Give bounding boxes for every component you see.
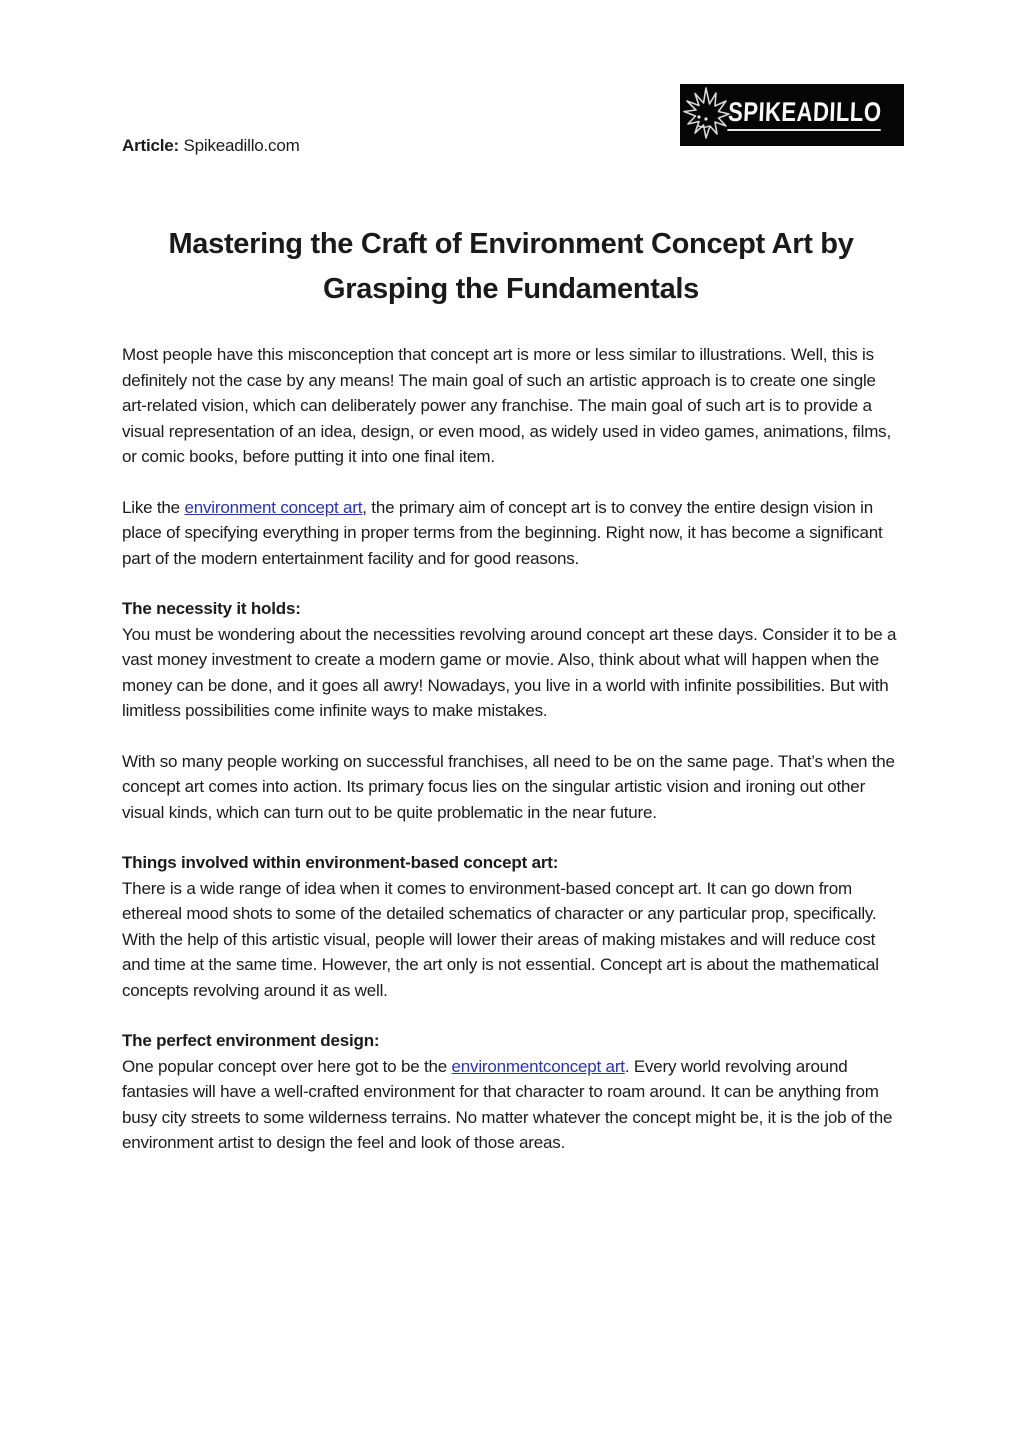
article-label: Article: [122, 136, 179, 155]
paragraph-perfect-design [122, 1054, 900, 1156]
article-site: Spikeadillo.com [183, 136, 300, 155]
paragraph-necessity: You must be wondering about the necessities revolving around concept art these days. Consider it to be a vast money investment to create a modern game or movie. Also, think about what will happen when the money can be done, and it goes all awry! Nowadays, you live in a world with infinite possibilities. But with limitless possibilities come infinite ways to make mistakes. [122, 624, 897, 720]
paragraph-intro: Most people have this misconception that concept art is more or less similar to illustrations. Well, this is definitely not the case by any means! The main goal of such an artistic approach is to create one single art-related vision, which can deliberately power any franchise. The main goal of such art is to provide a visual representation of an idea, design, or even mood, as widely used in video games, animations, films, or comic books, before putting it into one final item. [122, 345, 891, 466]
section-necessity [122, 596, 900, 724]
paragraph-concept-aim [122, 495, 900, 572]
heading-things-involved: Things involved within environment-based concept art: [122, 853, 559, 872]
spikeadillo-logo [680, 84, 904, 146]
heading-perfect-design: The perfect environment design: [122, 1031, 380, 1050]
paragraph-same-page: With so many people working on successful franchises, all need to be on the same page. That’s when the concept art comes into action. Its primary focus lies on the singular artistic vision and ironing out other visual kinds, which can turn out to be quite problematic in the near future. [122, 751, 895, 822]
article-title [122, 222, 900, 312]
environmentconcept-art-link[interactable]: environmentconcept art [451, 1056, 625, 1076]
paragraph-things-involved: There is a wide range of idea when it comes to environment-based concept art. It can go down from ethereal mood shots to some of the detailed schematics of character or any particular prop, specifically. With the help of this artistic visual, people will lower their areas of making mistakes and will reduce cost and time at the same time. However, the art only is not essential. Concept art is about the mathematical concepts revolving around it as well. [122, 878, 879, 1000]
paragraph-perfect-design-post: . Every world revolving around fantasies will have a well-crafted environment for that character to roam around. It can be anything from busy city streets to some wilderness terrains. No matter whatever the concept might be, it is the job of the environment artist to design the feel and look of those areas. [122, 1056, 893, 1152]
section-things-involved [122, 850, 900, 1003]
paragraph-concept-aim-pre: Like the [122, 497, 185, 517]
spiky-armadillo-icon [682, 84, 734, 146]
heading-necessity: The necessity it holds: [122, 599, 301, 618]
paragraph-concept-aim-post: , the primary aim of concept art is to convey the entire design vision in place of specifying everything in proper terms from the beginning. Right now, it has become a significant part of the modern entertainment facility and for good reasons. [122, 497, 883, 568]
environment-concept-art-link[interactable]: environment concept art [184, 497, 363, 517]
section-perfect-design [122, 1028, 900, 1156]
paragraph-perfect-design-pre: One popular concept over here got to be the [122, 1056, 452, 1076]
spikeadillo-logo-text: SPIKEADILLO [727, 99, 882, 131]
title-line-2: Grasping the Fundamentals [323, 273, 699, 305]
title-line-1: Mastering the Craft of Environment Concept Art by [168, 228, 854, 260]
